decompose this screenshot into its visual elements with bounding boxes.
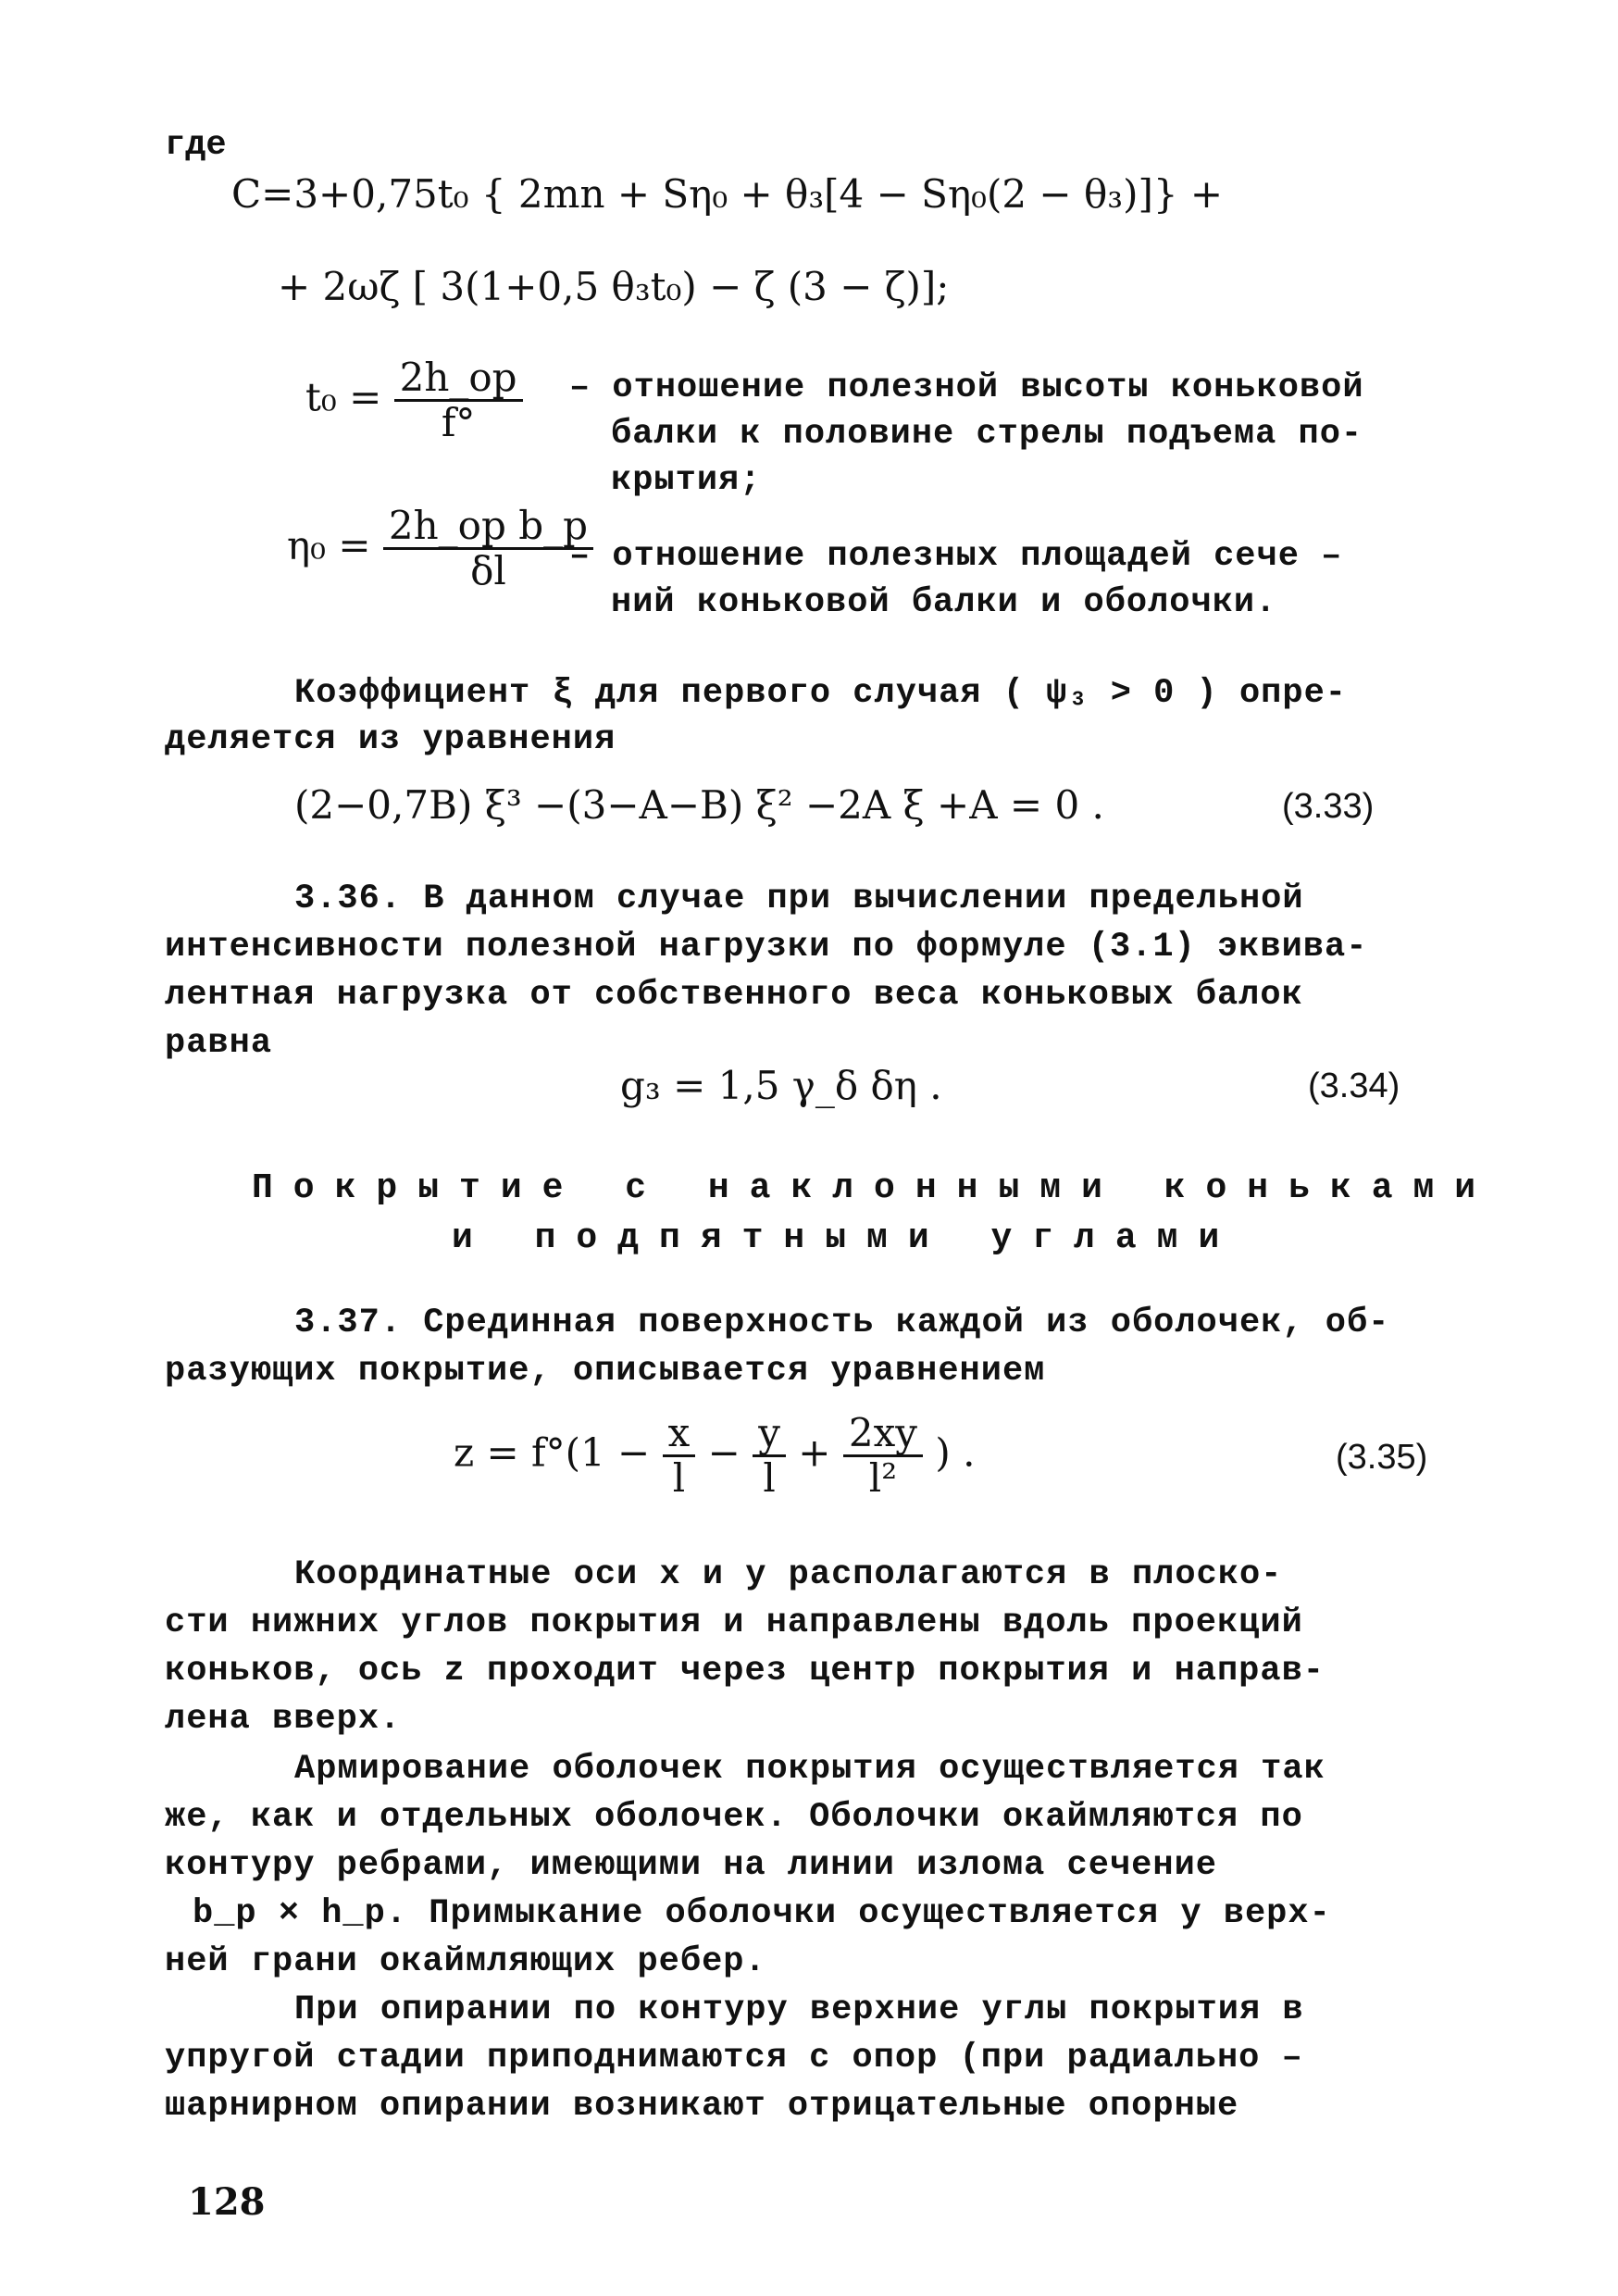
def-t0-text-2: балки к половине стрелы подъема по- xyxy=(611,415,1363,454)
eq-335-frac-2-den: l xyxy=(763,1455,776,1502)
def-eta0-text-1: – отношение полезных площадей сече – xyxy=(569,537,1343,576)
para-coords-line-3: коньков, ось z проходит через центр покрытия и направ- xyxy=(165,1652,1325,1691)
def-eta0-den: δl xyxy=(470,548,506,594)
def-eta0-text-2: ний коньковой балки и оболочки. xyxy=(611,583,1277,622)
para-support-line-1: При опирании по контуру верхние углы покрытия в xyxy=(294,1990,1304,2029)
def-t0-lhs: t₀ = xyxy=(305,374,382,420)
para-reinf-line-2: же, как и отдельных оболочек. Оболочки окаймляются по xyxy=(165,1798,1303,1837)
page-number: 128 xyxy=(188,2180,266,2224)
section-heading-line-1: Покрытие с наклонными коньками xyxy=(252,1168,1497,1208)
eq-333-number: (3.33) xyxy=(1282,787,1375,826)
para-reinf-line-4: b_p × h_p. Примыкание оболочки осуществляется у верх- xyxy=(193,1894,1331,1933)
eq-335-lhs: z = f°(1 − xyxy=(454,1429,651,1476)
def-t0-text-1: – отношение полезной высоты коньковой xyxy=(569,368,1364,407)
section-heading-line-2: и подпятными углами xyxy=(452,1218,1240,1258)
para-reinf-line-5: ней грани окаймляющих ребер. xyxy=(165,1942,766,1981)
para-xi-line-1: Коэффициент ξ для первого случая ( ψ₃ > 0 ) опре- xyxy=(294,674,1347,713)
eq-335-frac-3-den: l² xyxy=(868,1455,898,1502)
where-word: где xyxy=(165,126,227,165)
def-t0-text-3: крытия; xyxy=(611,461,762,500)
eq-335-frac-3-num: 2xy xyxy=(843,1412,923,1457)
eq-335-frac-1 xyxy=(663,1412,696,1500)
def-eta0-fraction xyxy=(383,505,593,593)
def-eta0-lhs: η₀ = xyxy=(287,522,371,568)
eq-333-formula: (2−0,7B) ξ³ −(3−A−B) ξ² −2A ξ +A = 0 . xyxy=(294,782,1104,828)
eq-335-number: (3.35) xyxy=(1336,1438,1428,1477)
eq-335-frac-1-den: l xyxy=(672,1455,686,1502)
def-eta0-num: 2h_op b_p xyxy=(383,505,593,550)
def-t0-formula xyxy=(305,356,523,444)
para-xi-line-2: деляется из уравнения xyxy=(165,720,616,759)
eq-335-frac-2-num: y xyxy=(753,1412,786,1457)
def-t0-fraction xyxy=(394,356,523,444)
def-t0-num: 2h_op xyxy=(394,356,523,402)
para-coords-line-2: сти нижних углов покрытия и направлены вдоль проекций xyxy=(165,1603,1303,1642)
para-reinf-line-3: контуру ребрами, имеющими на линии излома сечение xyxy=(165,1846,1217,1885)
para-336-line-3: лентная нагрузка от собственного веса коньковых балок xyxy=(165,976,1303,1015)
eq-335-frac-1-num: x xyxy=(663,1412,696,1457)
para-337-line-1: 3.37. Срединная поверхность каждой из оболочек, об- xyxy=(294,1304,1390,1342)
eq-334-number: (3.34) xyxy=(1308,1067,1400,1105)
eq-335-frac-3 xyxy=(843,1412,923,1500)
def-eta0-formula xyxy=(287,505,593,593)
para-337-line-2: разующих покрытие, описывается уравнением xyxy=(165,1352,1046,1391)
para-336-line-2: интенсивности полезной нагрузки по формуле (3.1) эквива- xyxy=(165,928,1368,967)
para-reinf-line-1: Армирование оболочек покрытия осуществляется так xyxy=(294,1750,1326,1789)
eq-335-plus: + xyxy=(798,1429,831,1476)
def-t0-den: f° xyxy=(441,400,476,446)
eq-335-rhs: ) . xyxy=(935,1429,976,1476)
eq-335-frac-2 xyxy=(753,1412,786,1500)
para-support-line-3: шарнирном опирании возникают отрицательные опорные xyxy=(165,2087,1239,2126)
para-coords-line-4: лена вверх. xyxy=(165,1700,402,1739)
para-336-line-4: равна xyxy=(165,1024,273,1063)
para-336-line-1: 3.36. В данном случае при вычислении предельной xyxy=(294,880,1304,918)
formula-c-line2: + 2ωζ [ 3(1+0,5 θ₃t₀) − ζ (3 − ζ)]; xyxy=(278,264,950,309)
para-coords-line-1: Координатные оси x и y располагаются в плоско- xyxy=(294,1555,1283,1594)
eq-334-formula: g₃ = 1,5 γ_δ δη . xyxy=(620,1063,942,1108)
eq-335-formula xyxy=(454,1412,975,1500)
formula-c-line1: C=3+0,75t₀ { 2mn + Sη₀ + θ₃[4 − Sη₀(2 − θ₃)]} + xyxy=(231,171,1224,217)
para-support-line-2: упругой стадии приподнимаются с опор (при радиально – xyxy=(165,2039,1303,2078)
eq-335-minus: − xyxy=(707,1429,741,1476)
